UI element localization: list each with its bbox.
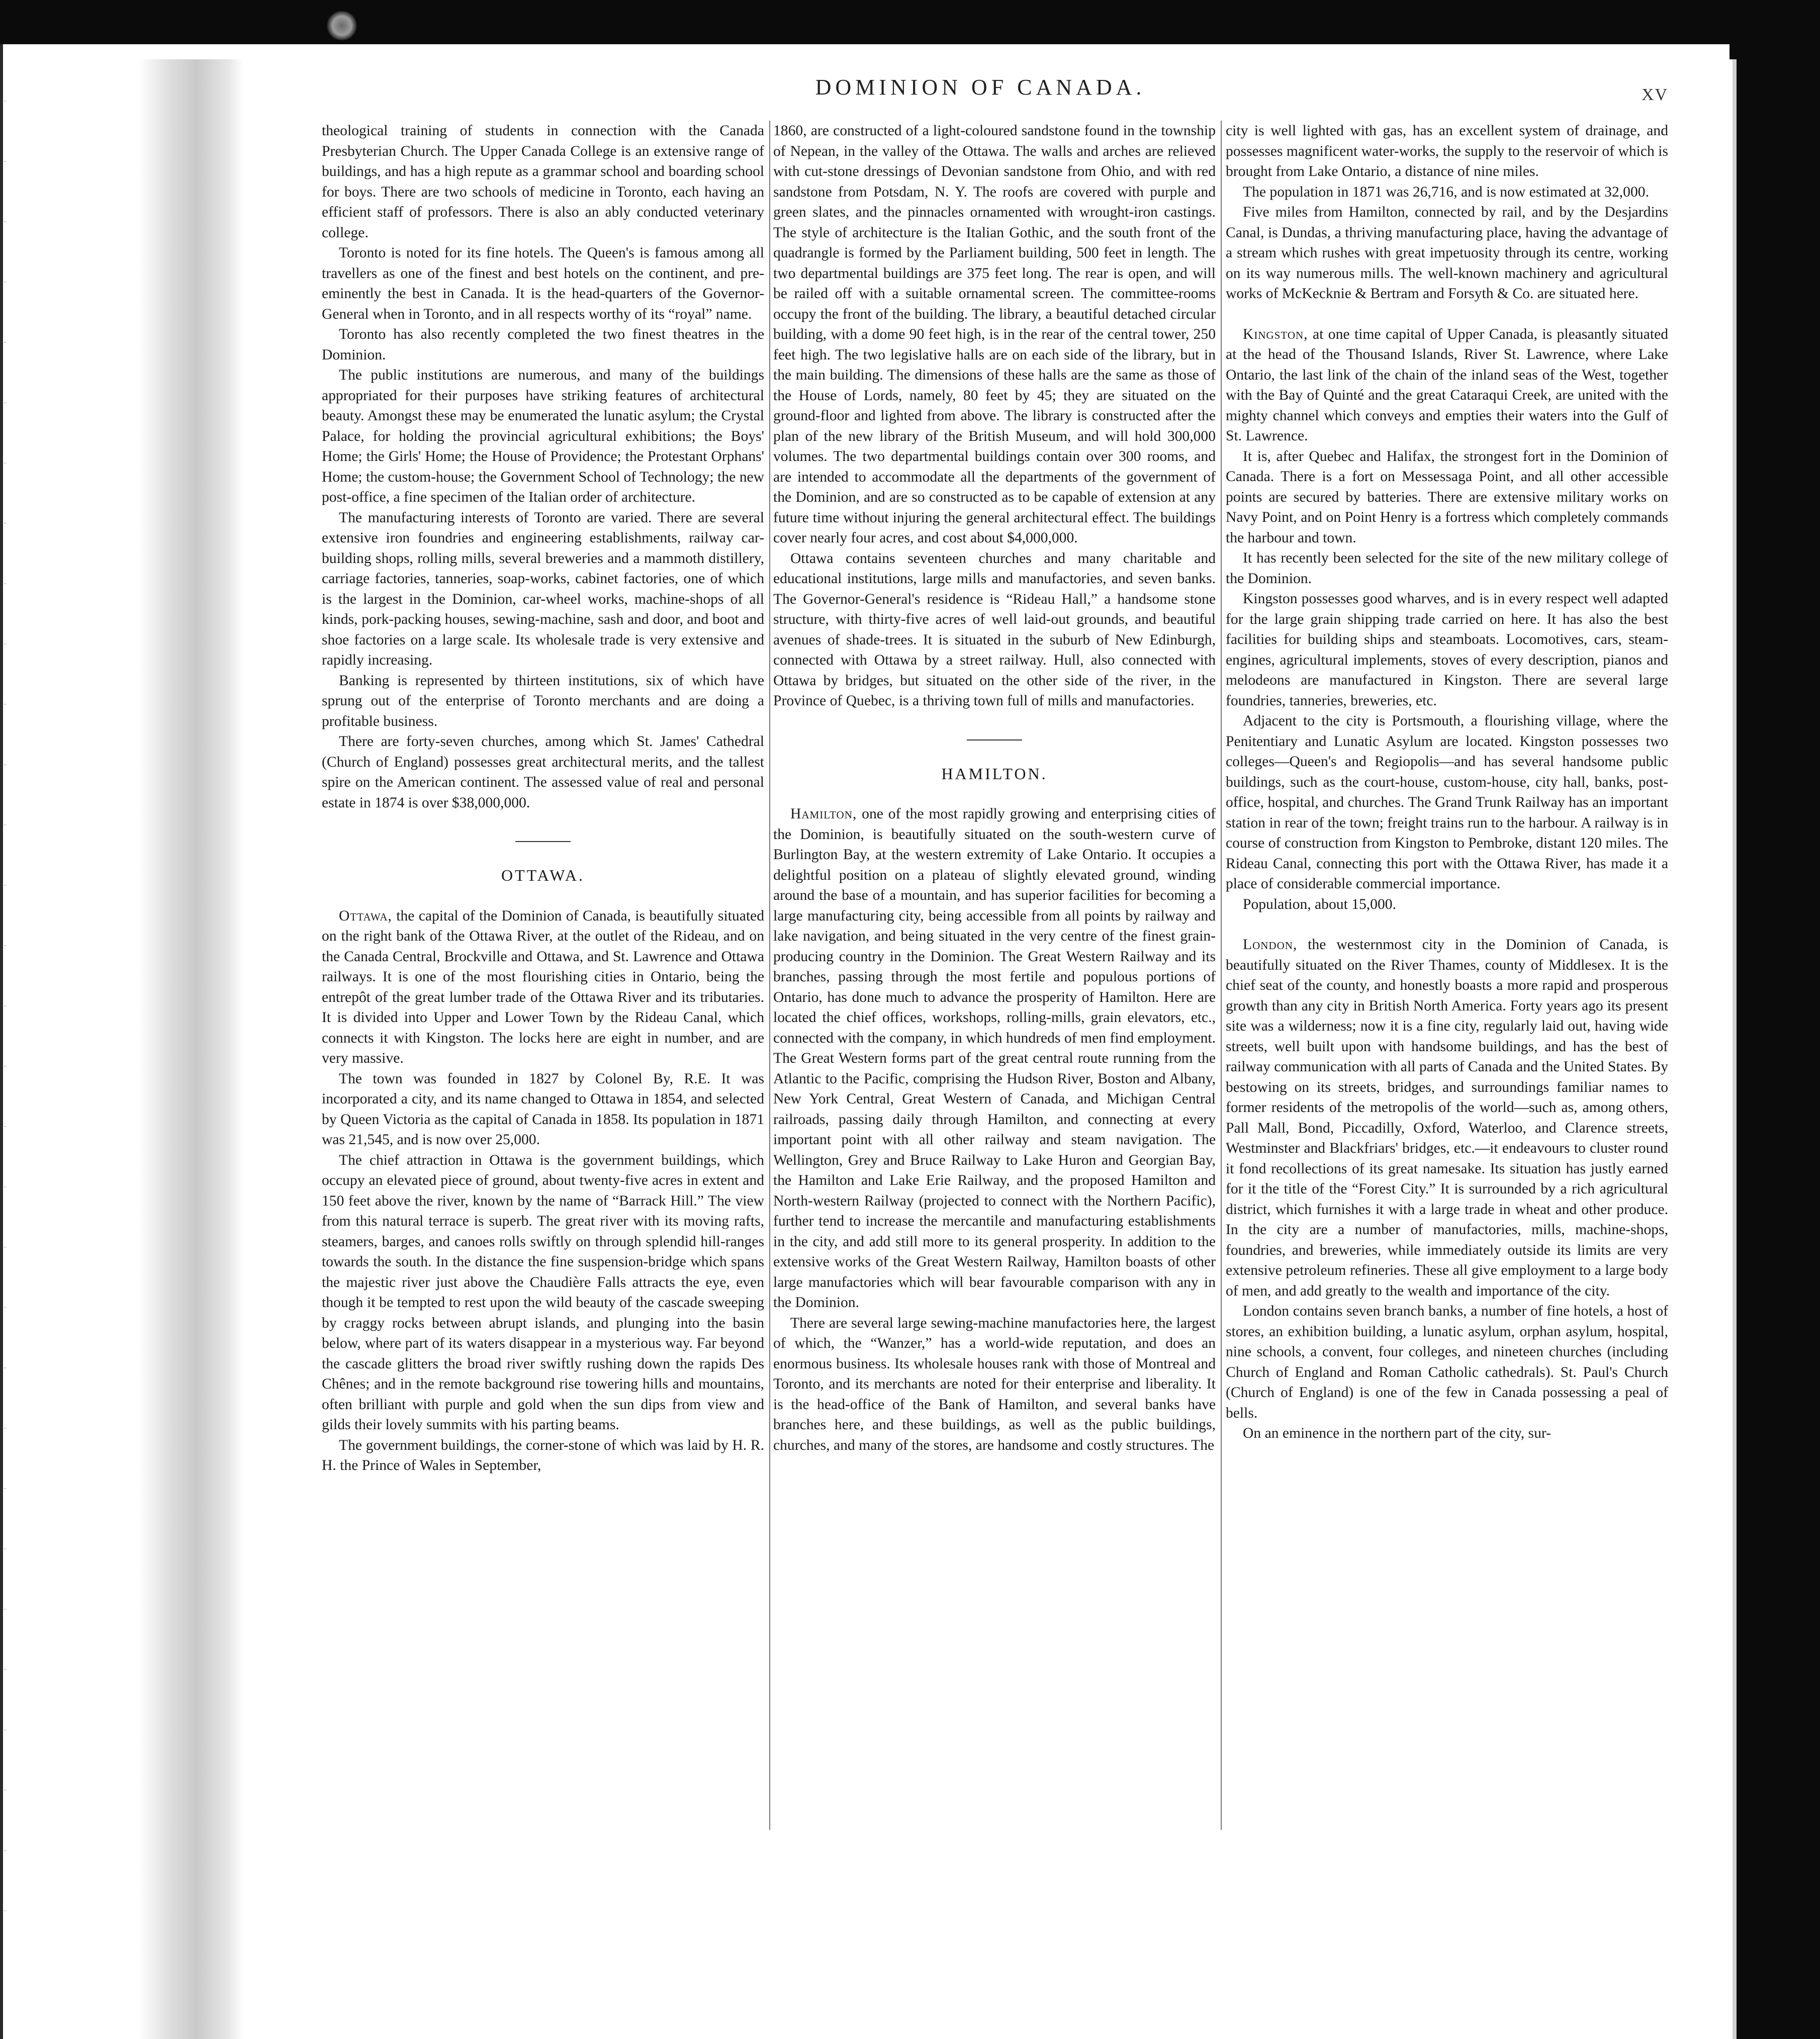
scan-border-notch	[1730, 44, 1820, 59]
paragraph-text: the westernmost city in the Dominion of Canada, is beautifully situated on the River Thames, county of Middlesex. It is the chief seat of the county, and honestly boasts a more rapid and prosperous growth than any city in British North America. Forty years ago its present site was a wilderness; now it is a fine city, regularly laid out, having wide streets, well built upon with handsome buildings, and has the best of railway communication with all parts of Canada and the United States. By bestowing on its streets, bridges, and surroundings familiar names to former residents of the metropolis of the world—such as, among others, Pall Mall, Bond, Piccadilly, Oxford, Waterloo, and Clarence streets, Westminster and Blackfriars' bridges, etc.—it endeavours to cluster round it fond recollections of its great namesake. Its situation has justly earned for it the title of the “Forest City.” It is surrounded by a rich agricultural district, which furnishes it with a large trade in wheat and other produce. In the city are a number of manufactories, mills, machine-shops, foundries, and breweries, while immediately outside its limits are very extensive petroleum refineries. These all give employment to a large body of men, and add greatly to the wealth and importance of the city.	[1226, 937, 1668, 1299]
paragraph-text: one of the most rapidly growing and enterprising cities of the Dominion, is beautifully situated on the south-western curve of Burlington Bay, at the western extremity of Lake Ontario. It occupies a delightful position on a plateau of slightly elevated ground, winding around the base of a mountain, and has superior facilities for becoming a large manufacturing city, being accessible from all points by railway and lake navigation, and being situated in the very centre of the finest grain-producing country in the Dominion. The Great Western Railway and its branches, passing through the most fertile and populous portions of Ontario, has done much to advance the prosperity of Hamilton. Here are located the chief offices, workshops, rolling-mills, grain elevators, etc., connected with the company, in which hundreds of men find employment. The Great Western forms part of the great central route running from the Atlantic to the Pacific, comprising the Hudson River, Boston and Albany, New York Central, Great Western of Canada, and Michigan Central railroads, passing daily through Hamilton, and connecting at every important point with all other railway and steam navigation. The Wellington, Grey and Bruce Railway to Lake Huron and Georgian Bay, the Hamilton and Lake Erie Railway, and the proposed Hamilton and North-western Railway (projected to connect with the Northern Pacific), further tend to increase the mercantile and manufacturing establishments in the city, and add still more to its general prosperity. In addition to the extensive works of the Great Western Railway, Hamilton boasts of other large manufactories which will bear favourable comparison with any in the Dominion.	[773, 806, 1216, 1311]
paragraph	[1226, 324, 1668, 446]
lead-word: London,	[1243, 937, 1298, 953]
column-middle	[773, 121, 1216, 2016]
paragraph	[773, 804, 1216, 1313]
running-head: DOMINION OF CANADA.	[815, 75, 1146, 100]
paragraph: It is, after Quebec and Halifax, the strongest fort in the Dominion of Canada. There is a fort on Messessaga Point, and all other accessible points are secured by batteries. There are extensive military works on Navy Point, and on Point Henry is a fortress which completely commands the harbour and town.	[1226, 448, 1668, 546]
scan-edge-marks	[4, 101, 6, 1961]
lead-word: Ottawa,	[339, 907, 392, 924]
paragraph: Ottawa contains seventeen churches and many charitable and educational institutions, large mills and manufactories, and seven banks. The Governor-General's residence is “Rideau Hall,” a handsome stone structure, with thirty-five acres of well laid-out grounds, and beautiful avenues of shade-trees. It is situated in the suburb of New Edinburgh, connected with Ottawa by a street railway. Hull, also connected with Ottawa by bridges, but situated on the other side of the river, in the Province of Quebec, is a thriving town full of mills and manufactories.	[773, 550, 1216, 709]
paragraph: The public institutions are numerous, and many of the buildings appropriated for their purposes have striking features of architectural beauty. Amongst these may be enumerated the lunatic asylum; the Crystal Palace, for holding the provincial agricultural exhibitions; the Boys' Home; the Girls' Home; the House of Providence; the Protestant Orphans' Home; the custom-house; the Government School of Technology; the new post-office, a fine specimen of the Italian order of architecture.	[322, 367, 764, 505]
paragraph-text: at one time capital of Upper Canada, is pleasantly situated at the head of the Thousand Islands, River St. Lawrence, where Lake Ontario, the last link of the chain of the inland seas of the West, together with the Bay of Quinté and the great Cataraqui Creek, are united with the mighty channel which conveys and empties their waters into the Gulf of St. Lawrence.	[1226, 326, 1668, 444]
section-heading-hamilton: HAMILTON.	[941, 764, 1048, 783]
paragraph: Kingston possesses good wharves, and is in every respect well adapted for the large grain shipping trade carried on here. It has also the best facilities for building ships and steamboats. Locomotives, cars, steam-engines, agricultural implements, stoves of every description, pianos and melodeons are manufactured in Kingston. There are several large foundries, tanneries, breweries, etc.	[1226, 591, 1668, 709]
column-rule-1	[769, 121, 770, 1830]
paragraph: On an eminence in the northern part of the city, sur-	[1243, 1425, 1551, 1441]
paragraph: The chief attraction in Ottawa is the government buildings, which occupy an elevated piece of ground, about twenty-five acres in extent and 150 feet above the river, known by the name of “Barrack Hill.” The view from this natural terrace is superb. The great river with its moving rafts, steamers, barges, and canoes rolls swiftly on through splendid hill-ranges towards the south. In the distance the fine suspension-bridge which spans the majestic river just above the Chaudière Falls attracts the eye, even though it be tempted to rest upon the wild beauty of the cascade sweeping by craggy rocks between abrupt islands, and plunging into the basin below, where part of its waters disappear in a mysterious way. Far beyond the cascade glitters the broad river swiftly rushing down the rapids Des Chênes; and in the remote background rise towering hills and mountains, often brilliant with purple and gold when the sun dips from view and gilds their lovely summits with his parting beams.	[322, 1152, 764, 1433]
paragraph: London contains seven branch banks, a number of fine hotels, a host of stores, an exhibition building, a lunatic asylum, orphan asylum, hospital, nine schools, a convent, four colleges, and nineteen churches (including Church of England and Roman Catholic cathedrals). St. Paul's Church (Church of England) is one of the few in Canada possessing a peal of bells.	[1226, 1303, 1668, 1421]
paragraph	[1226, 935, 1668, 1301]
section-divider	[515, 841, 571, 842]
paragraph: There are several large sewing-machine manufactories here, the largest of which, the “Wanzer,” has a world-wide reputation, and does an enormous business. Its wholesale houses rank with those of Montreal and Toronto, and its merchants are noted for their enterprise and liberality. It is the head-office of the Bank of Hamilton, and several banks have branches here, and these buildings, as well as the public buildings, churches, and many of the stores, are handsome and costly structures. The	[773, 1315, 1216, 1453]
paragraph: city is well lighted with gas, has an excellent system of drainage, and possesses magnificent water-works, the supply to the reservoir of which is brought from Lake Ontario, a distance of nine miles.	[1226, 123, 1668, 179]
paragraph: The manufacturing interests of Toronto are varied. There are several extensive iron foundries and engineering establishments, railway car-building shops, rolling mills, several breweries and a mammoth distillery, carriage factories, tanneries, soap-works, cabinet factories, one of which is the largest in the Dominion, car-wheel works, machine-shops of all kinds, pork-packing houses, sewing-machine, sash and door, and boot and shoe factories on a large scale. Its wholesale trade is very extensive and rapidly increasing.	[322, 509, 764, 668]
column-right	[1226, 121, 1668, 2016]
section-heading-ottawa: OTTAWA.	[501, 866, 585, 884]
column-rule-2	[1221, 121, 1222, 1830]
paragraph: theological training of students in connection with the Canada Presbyterian Church. The Upper Canada College is an extensive range of buildings, and has a high repute as a grammar school and boarding school for boys. There are two schools of medicine in Toronto, each having an efficient staff of professors. There is also an ably conducted veterinary college.	[322, 123, 764, 241]
paragraph	[322, 906, 764, 1069]
scan-stain-mark	[327, 11, 357, 40]
scan-border-top	[0, 0, 1820, 44]
column-left	[322, 121, 764, 2016]
scan-border-left	[0, 44, 3, 2039]
scan-border-right	[1736, 59, 1820, 2039]
paragraph: Adjacent to the city is Portsmouth, a flourishing village, where the Penitentiary and Lunatic Asylum are located. Kingston possesses two colleges—Queen's and Regiopolis—and has several handsome public buildings, such as the court-house, custom-house, city hall, banks, post-office, hospital, and churches. The Grand Trunk Railway has an important station in rear of the town; freight trains run to the harbour. A railway is in course of construction from Kingston to Pembroke, distant 120 miles. The Rideau Canal, connecting this port with the Ottawa River, has made it a place of considerable commercial importance.	[1226, 713, 1668, 892]
lead-word: Hamilton,	[790, 806, 857, 822]
scan-page-edge	[1733, 59, 1737, 2039]
paragraph: Toronto has also recently completed the two finest theatres in the Dominion.	[322, 326, 764, 363]
section-divider	[967, 739, 1022, 740]
paragraph-text: the capital of the Dominion of Canada, is beautifully situated on the right bank of the Ottawa River, at the outlet of the Rideau, and on the Canada Central, Brockville and Ottawa, and St. Lawrence and Ottawa railways. It is one of the most flourishing cities in Ontario, being the entrepôt of the great lumber trade of the Ottawa River and its tributaries. It is divided into Upper and Lower Town by the Rideau Canal, which connects it with Kingston. The locks here are eight in number, and are very massive.	[322, 907, 764, 1066]
paragraph: The government buildings, the corner-stone of which was laid by H. R. H. the Prince of Wales in September,	[322, 1437, 764, 1473]
page-number: XV	[1642, 85, 1669, 104]
paragraph: It has recently been selected for the site of the new military college of the Dominion.	[1226, 550, 1668, 587]
paragraph: Population, about 15,000.	[1243, 896, 1396, 912]
paragraph: Banking is represented by thirteen institutions, six of which have sprung out of the enterprise of Toronto merchants and are doing a profitable business.	[322, 672, 764, 729]
paragraph: Toronto is noted for its fine hotels. The Queen's is famous among all travellers as one of the finest and best hotels on the continent, and pre-eminently the best in Canada. It is the head-quarters of the Governor-General when in Toronto, and in all respects worthy of its “royal” name.	[322, 245, 764, 322]
paragraph: There are forty-seven churches, among which St. James' Cathedral (Church of England) possesses great architectural merits, and the tallest spire on the American continent. The assessed value of real and personal estate in 1874 is over $38,000,000.	[322, 733, 764, 811]
paragraph: The population in 1871 was 26,716, and is now estimated at 32,000.	[1243, 183, 1649, 200]
lead-word: Kingston,	[1243, 326, 1308, 342]
paragraph: Five miles from Hamilton, connected by rail, and by the Desjardins Canal, is Dundas, a thriving manufacturing place, having the advantage of a stream which rushes with great impetuosity through its centre, working on its way numerous mills. The well-known machinery and agricultural works of McKecknie & Bertram and Forsyth & Co. are situated here.	[1226, 204, 1668, 302]
paragraph: 1860, are constructed of a light-coloured sandstone found in the township of Nepean, in the valley of the Ottawa. The walls and arches are relieved with cut-stone dressings of Devonian sandstone from Ohio, and with red sandstone from Potsdam, N. Y. The roofs are covered with purple and green slates, and the pinnacles ornamented with wrought-iron castings. The style of architecture is the Italian Gothic, and the south front of the quadrangle is formed by the Parliament building, 500 feet in length. The two departmental buildings are 375 feet long. The rear is open, and will be railed off with a suitable ornamental screen. The committee-rooms occupy the front of the building. The library, a beautiful detached circular building, with a dome 90 feet high, is in the rear of the central tower, 250 feet high. The two legislative halls are on each side of the library, but in the main building. The dimensions of these halls are the same as those of the House of Lords, namely, 80 feet by 45; they are situated on the ground-floor and lighted from above. The library is constructed after the plan of the new library of the British Museum, and will hold 300,000 volumes. The two departmental buildings contain over 300 rooms, and are intended to accommodate all the departments of the government of the Dominion, and are so constructed as to be capable of extension at any future time without injuring the general architectural effect. The buildings cover nearly four acres, and cost about $4,000,000.	[773, 123, 1216, 546]
paragraph: The town was founded in 1827 by Colonel By, R.E. It was incorporated a city, and its name changed to Ottawa in 1854, and selected by Queen Victoria as the capital of Canada in 1858. Its population in 1871 was 21,545, and is now over 25,000.	[322, 1070, 764, 1148]
binding-gutter-shadow	[138, 59, 244, 2039]
